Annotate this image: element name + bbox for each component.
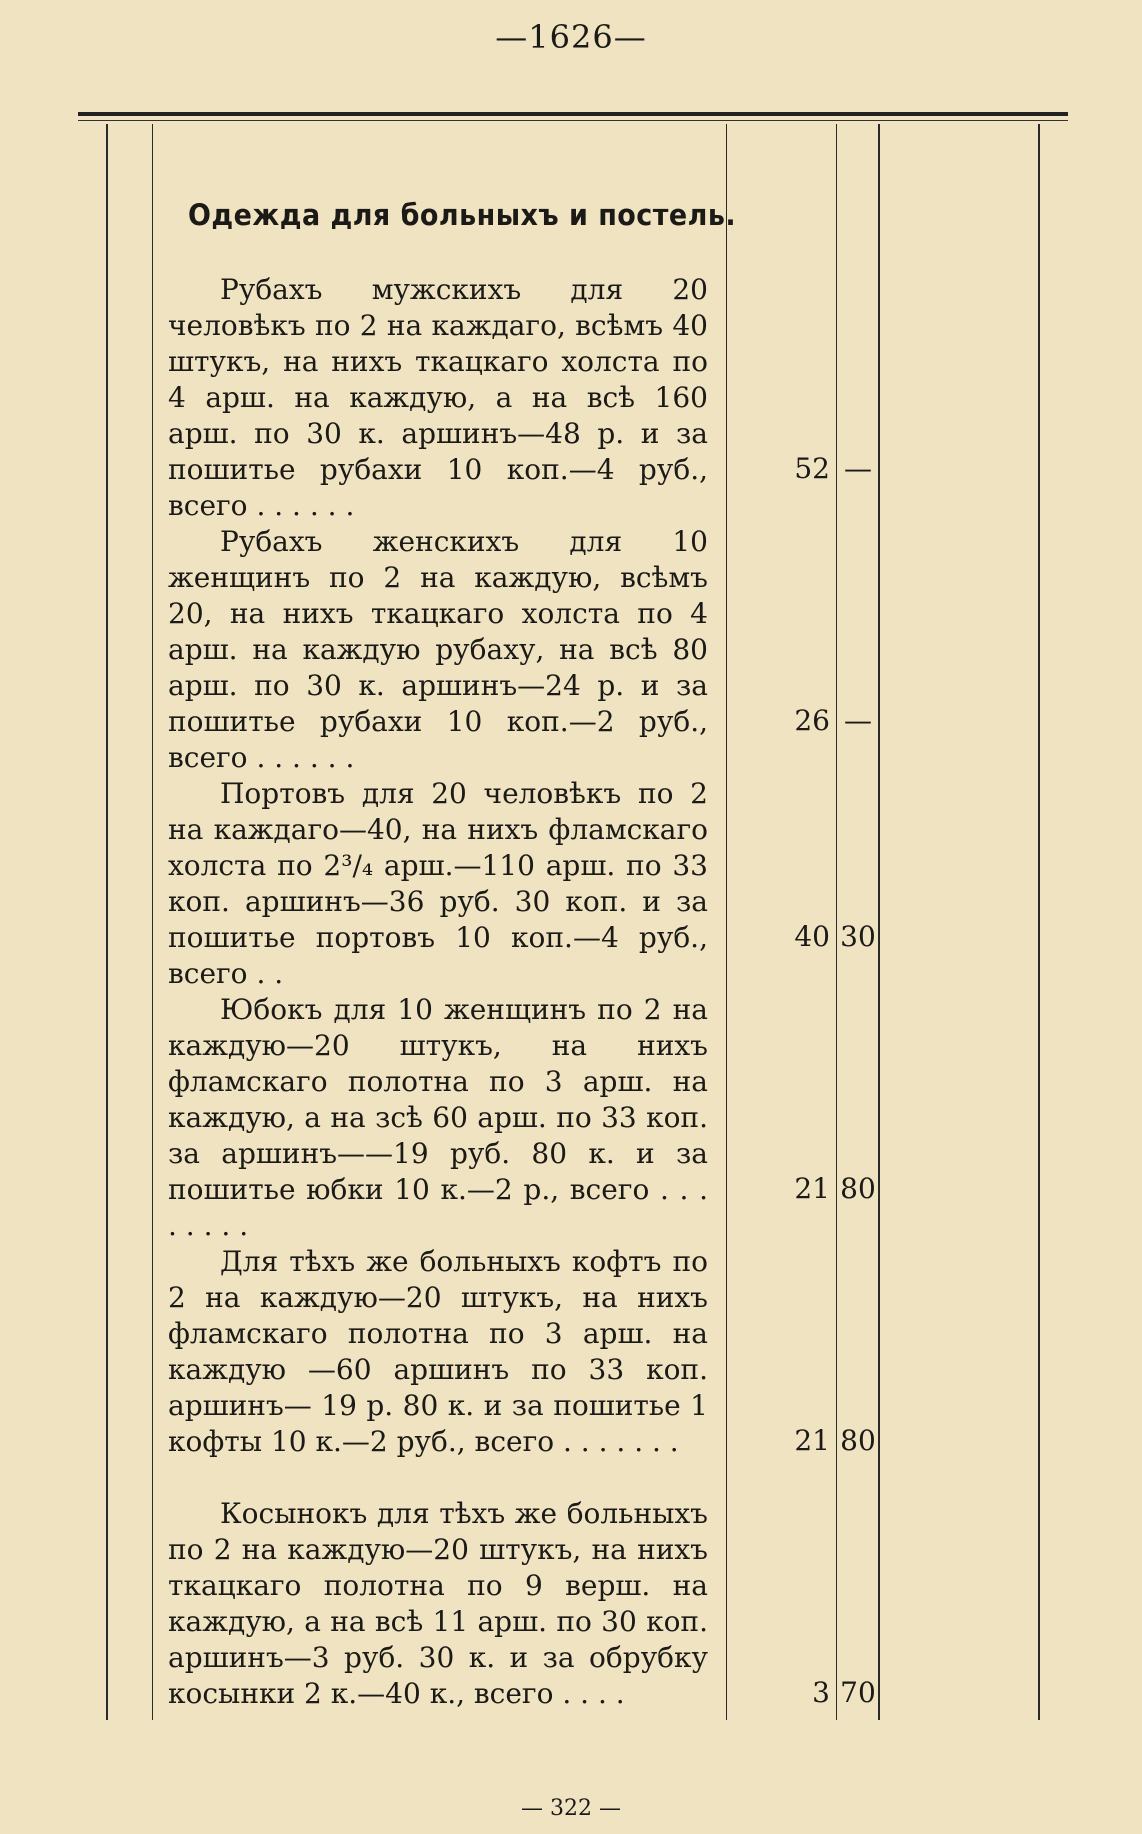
entry-skirts <box>168 992 708 1244</box>
amount-rub: 3 <box>812 1676 830 1709</box>
amount-rub: 26 <box>794 704 830 737</box>
table-rule-text-end <box>726 124 727 1720</box>
entry-text: Рубахъ мужскихъ для 20 человѣкъ по 2 на каждаго, всѣмъ 40 штукъ, на нихъ ткацкаго холста по 4 арш. на каждую, а на всѣ 160 арш. по 30 к. аршинъ—48 р. и за пошитье рубахи 10 коп.—4 руб., всего . . . . . . <box>168 273 708 522</box>
section-heading: Одежда для больныхъ и постель. <box>188 198 737 232</box>
entry-jackets <box>168 1244 708 1460</box>
entry-text: Юбокъ для 10 женщинъ по 2 на каждую—20 штукъ, на нихъ фламскаго полотна по 3 арш. на каждую, а на зсѣ 60 арш. по 33 коп. за аршинъ——19 руб. 80 к. и за пошитье юбки 10 к.—2 р., всего . . . . . . . . <box>168 993 708 1242</box>
entry-trousers <box>168 776 708 992</box>
amount-rub: 52 <box>794 452 830 485</box>
top-rule <box>78 112 1068 116</box>
amount-rub: 21 <box>794 1172 830 1205</box>
amount-rub: 21 <box>794 1424 830 1457</box>
table-rule-rub-kop <box>836 124 837 1720</box>
amount-kop: 80 <box>840 1172 876 1205</box>
amount-kop: — <box>844 704 872 737</box>
amount-kop: 80 <box>840 1424 876 1457</box>
entry-text: Косынокъ для тѣхъ же больныхъ по 2 на каждую—20 штукъ, на нихъ ткацкаго полотна по 9 верш. на каждую, а на всѣ 11 арш. по 30 коп. аршинъ—3 руб. 30 к. и за обрубку косынки 2 к.—40 к., всего . . . . <box>168 1497 708 1710</box>
amount-kop: 70 <box>840 1676 876 1709</box>
table-border-left <box>106 124 108 1720</box>
entry-women-shirts <box>168 524 708 776</box>
table-border-right <box>1038 124 1040 1720</box>
entry-text: Рубахъ женскихъ для 10 женщинъ по 2 на каждую, всѣмъ 20, на нихъ ткацкаго холста по 4 арш. на каждую рубаху, на всѣ 80 арш. по 30 к. аршинъ—24 р. и за пошитье рубахи 10 коп.—2 руб., всего . . . . . . <box>168 525 708 774</box>
footer-page-mark: — 322 — <box>521 1796 621 1821</box>
top-rule-thin <box>78 120 1068 121</box>
table-rule-kop-end <box>878 124 880 1720</box>
page-number: —1626— <box>495 18 647 56</box>
entry-kerchiefs <box>168 1496 708 1712</box>
table-rule-left-inner <box>152 124 153 1720</box>
entry-men-shirts <box>168 272 708 524</box>
entry-text: Портовъ для 20 человѣкъ по 2 на каждаго—40, на нихъ фламскаго холста по 2³/₄ арш.—110 арш. по 33 коп. аршинъ—36 руб. 30 коп. и за пошитье портовъ 10 коп.—4 руб., всего . . <box>168 777 708 990</box>
entry-text: Для тѣхъ же больныхъ кофтъ по 2 на каждую—20 штукъ, на нихъ фламскаго полотна по 3 арш. на каждую —60 аршинъ по 33 коп. аршинъ— 19 р. 80 к. и за пошитье 1 кофты 10 к.—2 руб., всего . . . . . . . <box>168 1245 708 1458</box>
amount-kop: 30 <box>840 920 876 953</box>
amount-kop: — <box>844 452 872 485</box>
amount-rub: 40 <box>794 920 830 953</box>
